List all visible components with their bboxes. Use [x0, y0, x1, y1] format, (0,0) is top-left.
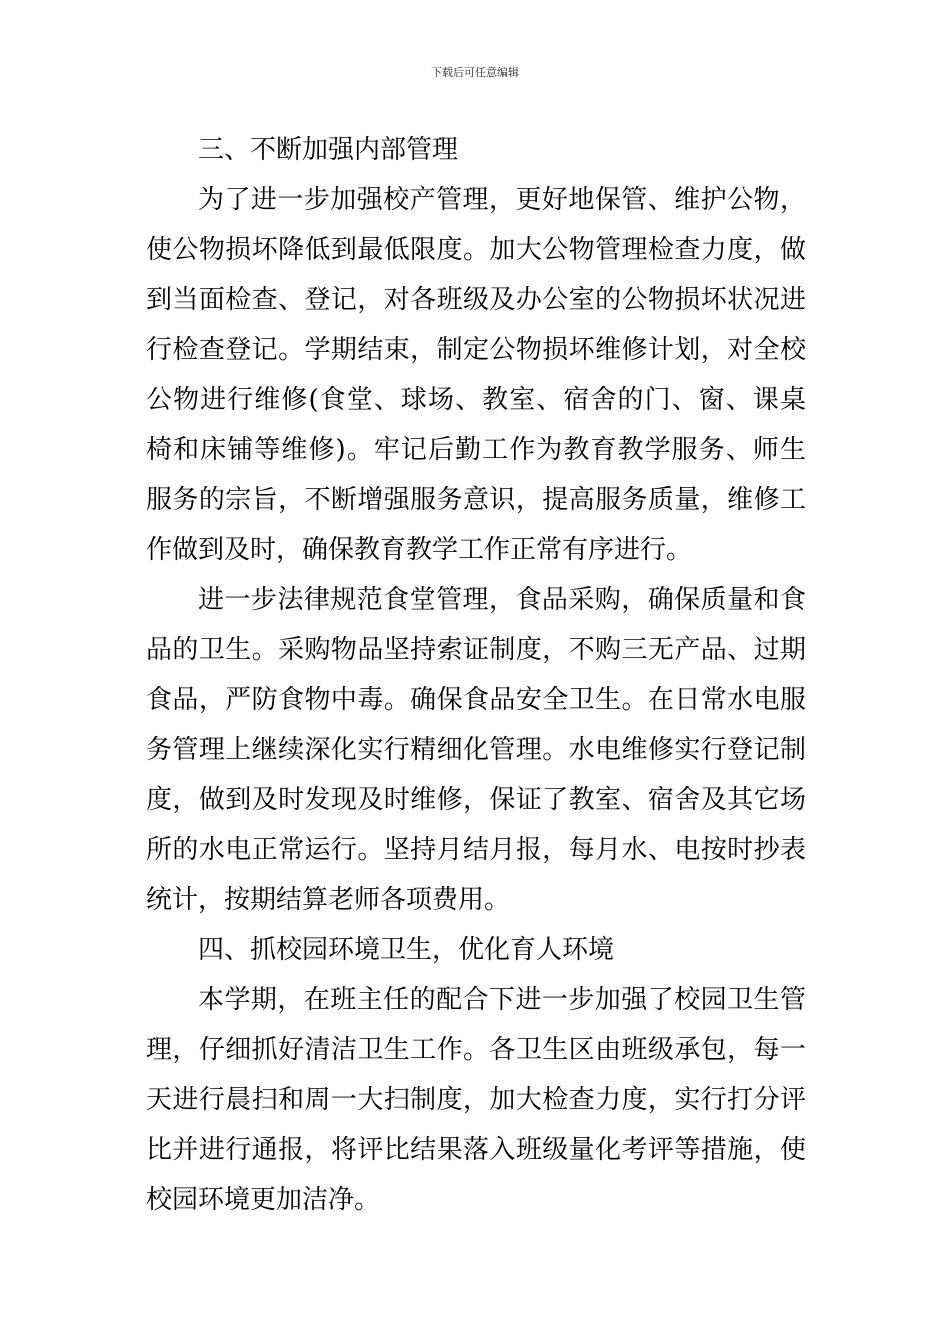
- document-body: [146, 125, 806, 1225]
- paragraph-canteen-management: 进一步法律规范食堂管理，食品采购，确保质量和食品的卫生。采购物品坚持索证制度，不购三无产品、过期食品，严防食物中毒。确保食品安全卫生。在日常水电服务管理上继续深化实行精细化管理。水电维修实行登记制度，做到及时发现及时维修，保证了教室、宿舍及其它场所的水电正常运行。坚持月结月报，每月水、电按时抄表统计，按期结算老师各项费用。: [146, 585, 806, 915]
- paragraph-school-property: 为了进一步加强校产管理，更好地保管、维护公物，使公物损坏降低到最低限度。加大公物管理检查力度，做到当面检查、登记，对各班级及办公室的公物损坏状况进行检查登记。学期结束，制定公物损坏维修计划，对全校公物进行维修(食堂、球场、教室、宿舍的门、窗、课桌椅和床铺等维修)。牢记后勤工作为教育教学服务、师生服务的宗旨，不断增强服务意识，提高服务质量，维修工作做到及时，确保教育教学工作正常有序进行。: [146, 185, 806, 565]
- header-note: 下载后可任意编辑: [431, 66, 519, 79]
- section-heading-campus-environment: 四、抓校园环境卫生，优化育人环境: [198, 935, 615, 965]
- paragraph-campus-hygiene: 本学期，在班主任的配合下进一步加强了校园卫生管理，仔细抓好清洁卫生工作。各卫生区由班级承包，每一天进行晨扫和周一大扫制度，加大检查力度，实行打分评比并进行通报，将评比结果落入班级量化考评等措施，使校园环境更加洁净。: [146, 985, 806, 1215]
- section-heading-internal-management: 三、不断加强内部管理: [198, 135, 459, 165]
